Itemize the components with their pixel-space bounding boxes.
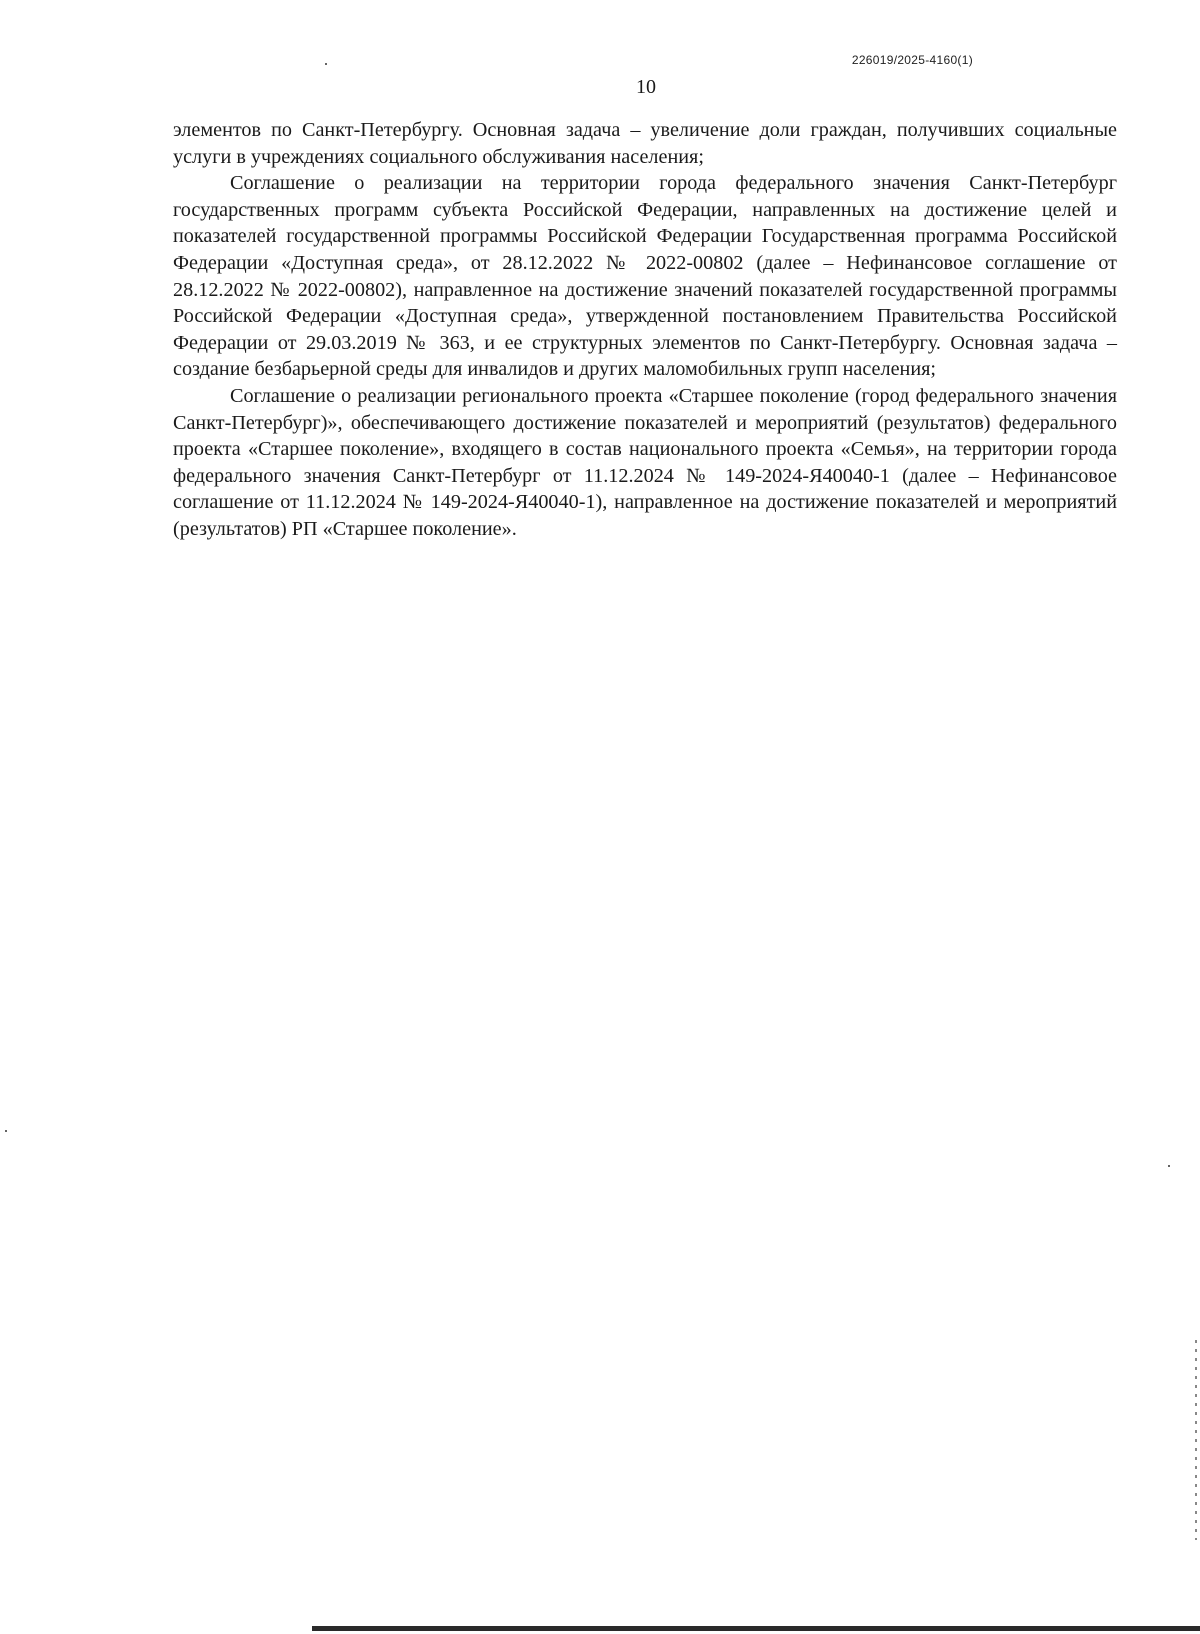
- scan-edge-bottom: [312, 1626, 1200, 1631]
- scan-edge-right: [1195, 1340, 1197, 1540]
- document-body: [173, 117, 1117, 543]
- scan-speck: [325, 63, 327, 65]
- scan-speck: [5, 1130, 7, 1132]
- page-number: 10: [636, 76, 656, 98]
- document-id: 226019/2025-4160(1): [851, 53, 973, 67]
- paragraph-accessible-environment-agreement: Соглашение о реализации на территории города федерального значения Санкт-Петербург государственных программ субъекта Российской Федерации, направленных на достижение целей и показателей государственной программы Российской Федерации Государственная программа Российской Федерации «Доступная среда», от 28.12.2022 № 2022-00802 (далее – Нефинансовое соглашение от 28.12.2022 № 2022-00802), направленное на достижение значений показателей государственной программы Российской Федерации «Доступная среда», утвержденной постановлением Правительства Российской Федерации от 29.03.2019 № 363, и ее структурных элементов по Санкт-Петербургу. Основная задача – создание безбарьерной среды для инвалидов и других маломобильных групп населения;: [173, 172, 1117, 381]
- paragraph-older-generation-agreement: Соглашение о реализации регионального проекта «Старшее поколение (город федерального значения Санкт-Петербург)», обеспечивающего достижение показателей и мероприятий (результатов) федерального проекта «Старшее поколение», входящего в состав национального проекта «Семья», на территории города федерального значения Санкт-Петербург от 11.12.2024 № 149-2024-Я40040-1 (далее – Нефинансовое соглашение от 11.12.2024 № 149-2024-Я40040-1), направленное на достижение показателей и мероприятий (результатов) РП «Старшее поколение».: [173, 384, 1117, 540]
- scan-speck: [1168, 1165, 1170, 1167]
- paragraph-continuation: элементов по Санкт-Петербургу. Основная задача – увеличение доли граждан, получивших социальные услуги в учреждениях социального обслуживания населения;: [173, 119, 1117, 168]
